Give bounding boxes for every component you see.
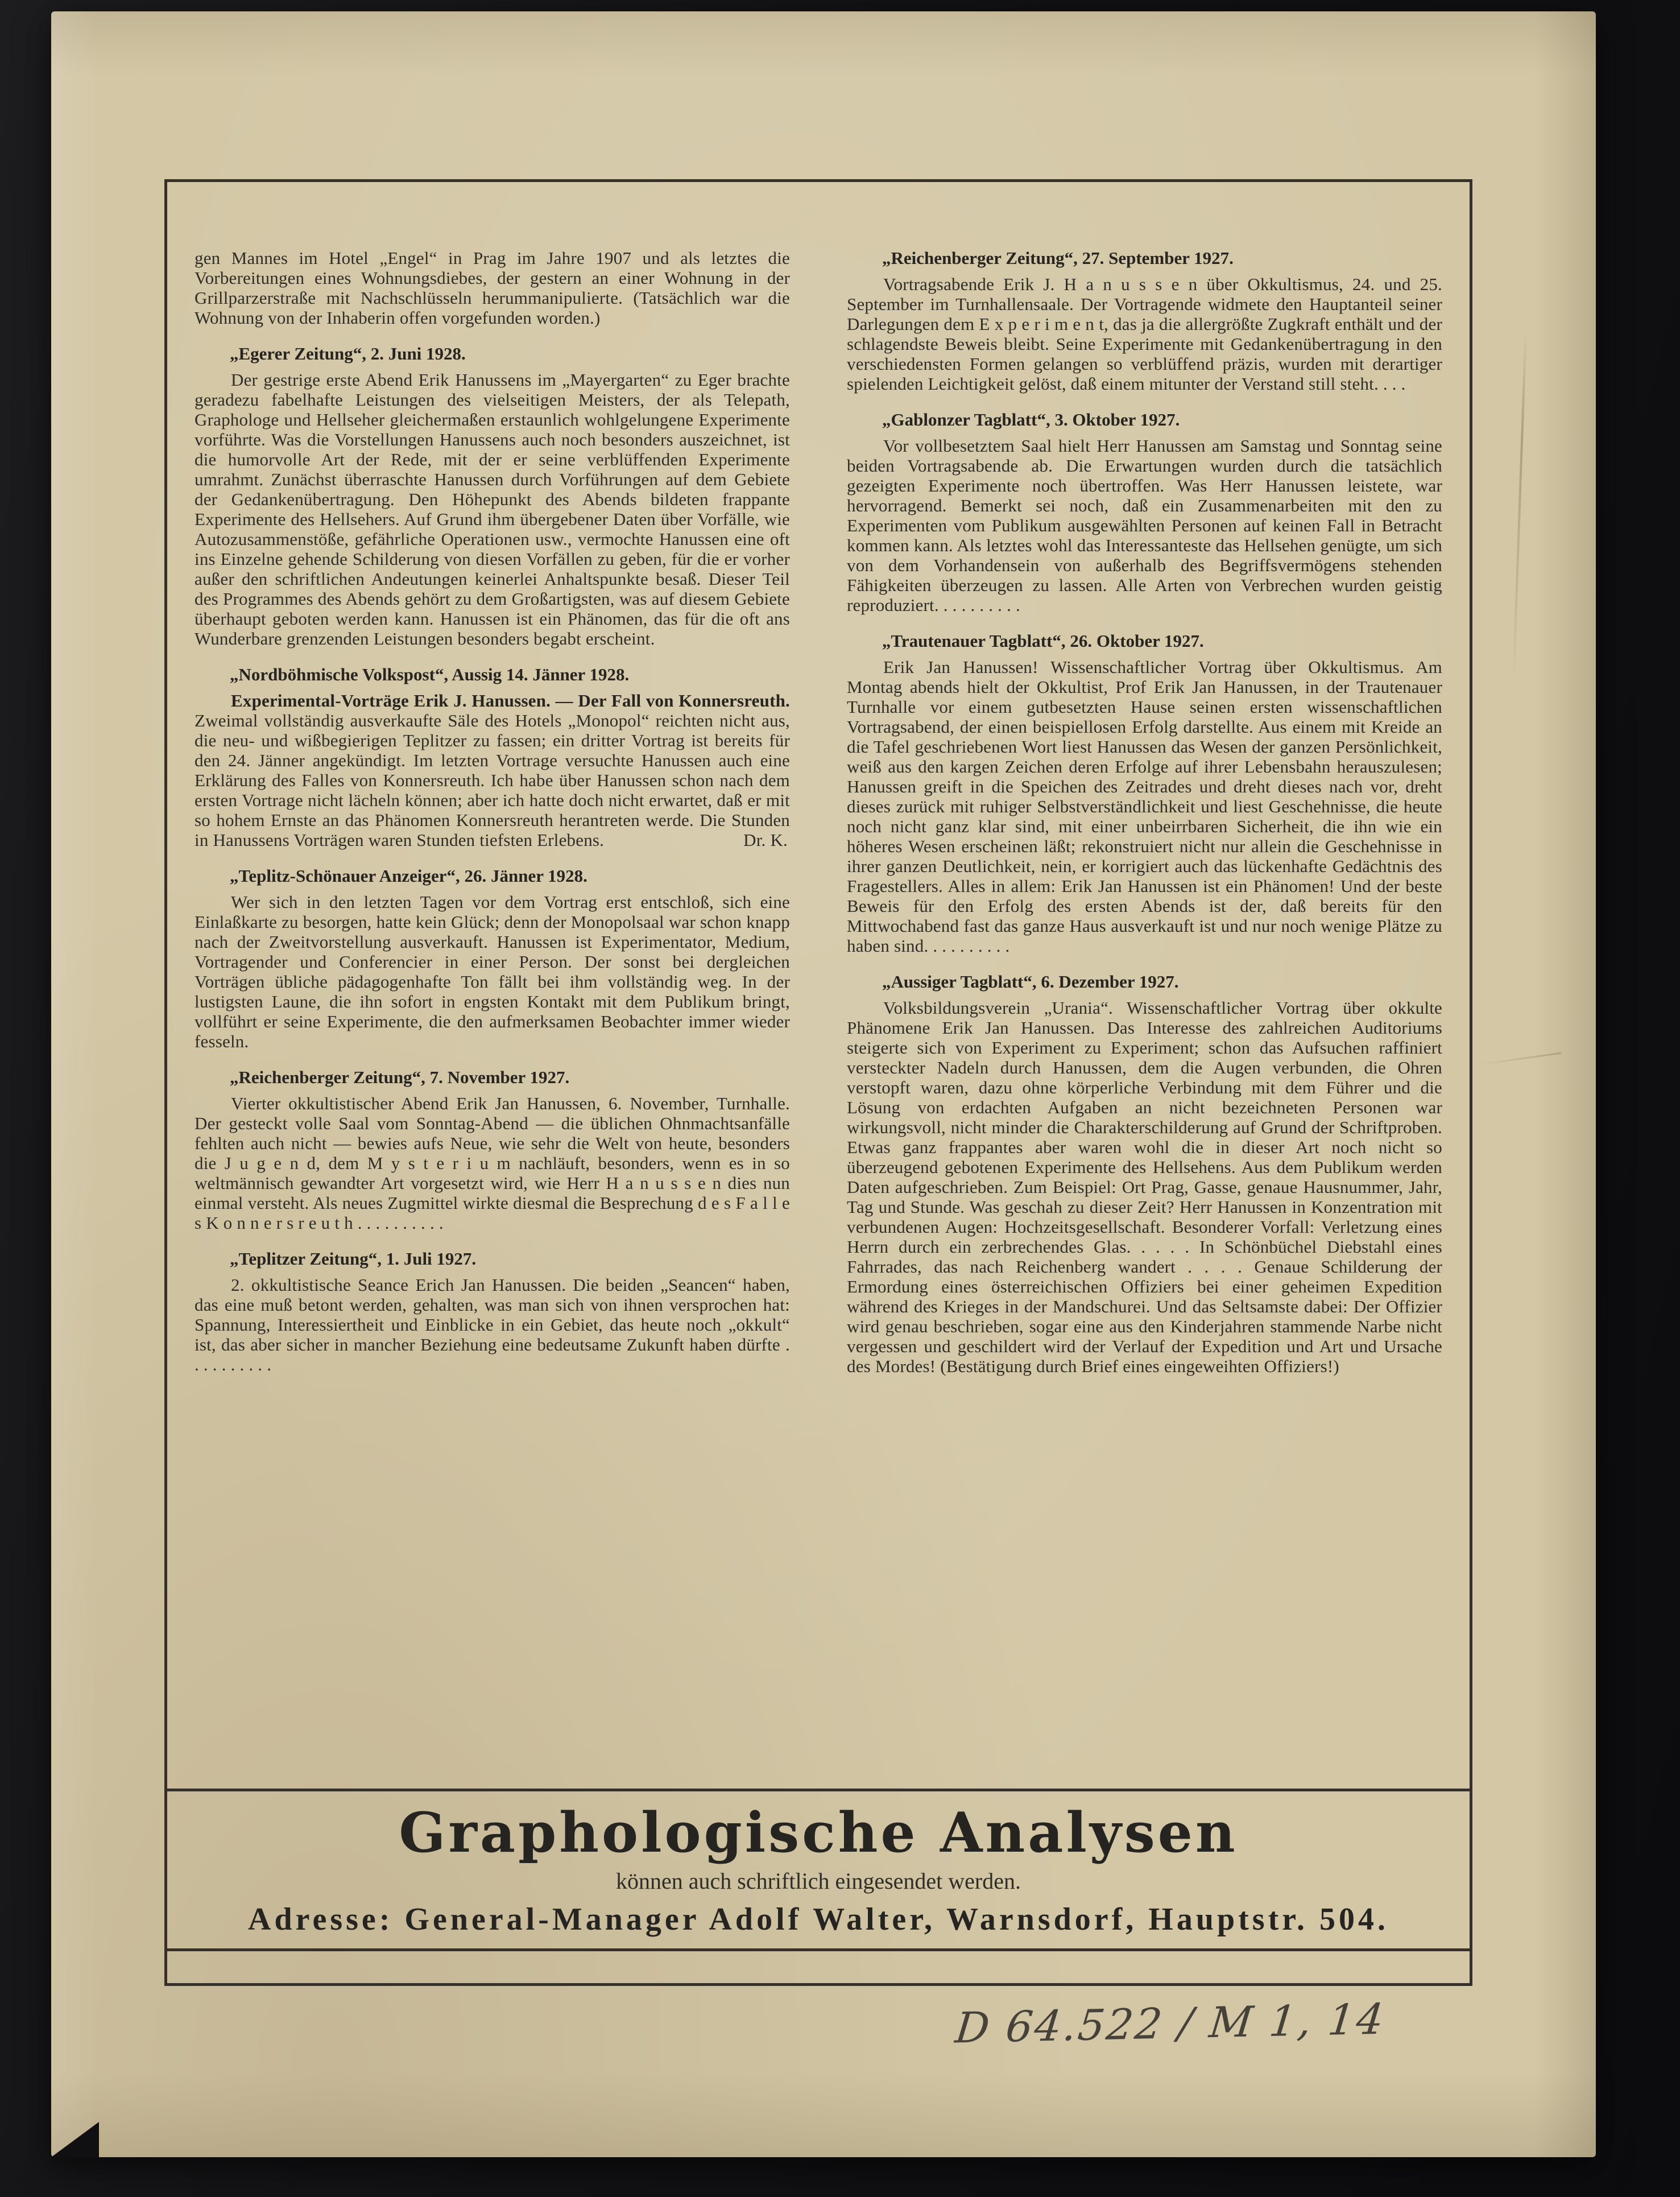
text-column-right [847, 248, 1442, 1775]
clipping-heading: „Egerer Zeitung“, 2. Juni 1928. [230, 344, 466, 364]
clipping-body [195, 248, 790, 328]
clipping-text: Vor vollbesetztem Saal hielt Herr Hanussen am Samstag und Sonntag seine beiden Vortragsabende ab. Die Erwartungen wurden durch die tatsächlich gezeigten Experimente noch übertroffen. Was Herr Hanussen leistete, war hervorragend. Bemerkt sei noch, daß ein Zusammenarbeiten mit den zu Experimenten vom Publikum ausgewählten Personen auf keinen Fall in Betracht kommen kann. Als letztes wohl das Interessanteste das Hellsehen genügte, um sich von dem Vorhandensein von außerhalb des Begriffsvermögens stehenden Fähigkeiten überzeugen zu lassen. Alle Arten von Verbrechen wurden geistig reproduziert. . . . . . . . . . [847, 436, 1442, 615]
clipping-body [195, 370, 790, 649]
clipping-body [195, 691, 790, 850]
clipping-text: Wer sich in den letzten Tagen vor dem Vortrag erst entschloß, sich eine Einlaßkarte zu besorgen, hatte kein Glück; denn der Monopolsaal war schon knapp nach der Zweitvorstellung ausverkauft. Hanussen ist Experimentator, Medium, Vortragender und Conferencier in einer Person. Der sonst bei dergleichen Vorträgen übliche pädagogenhafte Ton fällt bei ihm vollständig weg. In der lustigsten Laune, die ihn sofort in engsten Kontakt mit dem Publikum bringt, vollführt er seine Experimente, die den aufmerksamen Beobachter immer wieder fesseln. [195, 892, 790, 1051]
press-clipping [847, 248, 1442, 394]
paper-crease [1512, 330, 1527, 683]
press-clipping [195, 866, 790, 1051]
press-review-columns [167, 182, 1470, 1789]
clipping-heading: „Teplitzer Zeitung“, 1. Juli 1927. [230, 1249, 477, 1269]
paper-corner-tear [51, 2122, 99, 2157]
clipping-text: gen Mannes im Hotel „Engel“ in Prag im Jahre 1907 und als letztes die Vorbereitungen eines Wohnungsdiebes, der gestern an einer Wohnung in der Grillparzerstraße mit Nachschlüsseln herummanipulierte. (Tatsächlich war die Wohnung von der Inhaberin offen vorgefunden worden.) [195, 248, 790, 328]
press-clipping [195, 664, 790, 850]
paper-page [51, 11, 1596, 2157]
frame-bottom-gap [167, 1951, 1470, 1983]
ad-subtitle: können auch schriftlich eingesendet werden. [616, 1868, 1021, 1894]
ad-title: Graphologische Analysen [399, 1800, 1238, 1865]
press-clipping [847, 631, 1442, 956]
clipping-text: Vierter okkultistischer Abend Erik Jan Hanussen, 6. November, Turnhalle. Der gesteckt volle Saal vom Sonntag-Abend — die üblichen Ohnmachtsanfälle fehlten auch nicht — bewies aufs Neue, wie sehr die Welt von heute, besonders die J u g e n d, dem M y s t e r i u m nachläuft, besonders, wenn es in so weltmännisch gewandter Art vorgesetzt wird, wie Herr H a n u s s e n dies nun einmal versteht. Als neues Zugmittel wirkte diesmal die Besprechung d e s F a l l e s K o n n e r s r e u t h . . . . . . . . . . [195, 1093, 790, 1233]
advertisement [167, 1791, 1470, 1948]
clipping-heading: „Reichenberger Zeitung“, 7. November 1927. [230, 1067, 570, 1087]
clipping-body [195, 892, 790, 1051]
clipping-signature: Dr. K. [743, 830, 788, 850]
clipping-text: Vortragsabende Erik J. H a n u s s e n über Okkultismus, 24. und 25. September im Turnhallensaale. Der Vortragende widmete den Hauptanteil seiner Darlegungen dem E x p e r i m e n t, das ja die allergrößte Zugkraft enthält und der schlagendste Beweis bleibt. Seine Experimente mit Gedankenübertragung in den verschiedensten Formen gelangen so verblüffend präzis, wurden mit derartiger spielenden Leichtigkeit gelöst, daß einem mitunter der Verstand still steht. . . . [847, 274, 1442, 394]
clipping-body [847, 998, 1442, 1376]
paper-crease [1477, 1052, 1562, 1066]
clipping-text: Der gestrige erste Abend Erik Hanussens im „Mayergarten“ zu Eger brachte geradezu fabelhafte Leistungen des vielseitigen Meisters, der als Telepath, Graphologe und Hellseher gleichermaßen erstaunlich wohlgelungene Experimente vorführte. Was die Vorstellungen Hanussens auch noch besonders auszeichnet, ist die humorvolle Art der Rede, mit der er seine verblüffenden Experimente umrahmt. Zunächst überraschte Hanussen durch Vorführungen auf dem Gebiete der Gedankenübertragung. Den Höhepunkt des Abends bildeten frappante Experimente des Hellsehers. Auf Grund ihm übergebener Daten über Vorfälle, wie Autozusammenstöße, gefährliche Operationen usw., vermochte Hanussen eine oft ins Einzelne gehende Schilderung von diesen Vorfällen zu geben, für die er vorher außer den schriftlichen Andeutungen keinerlei Anhaltspunkte besaß. Dieser Teil des Programmes des Abends gehört zu dem Großartigsten, was auf diesem Gebiete überhaupt geboten werden kann. Hanussen ist ein Phänomen, das für die oft ans Wunderbare grenzenden Leistungen besonders begabt erscheint. [195, 370, 790, 649]
clipping-lead: Experimental-Vorträge Erik J. Hanussen. — Der Fall von Konnersreuth. [231, 691, 790, 711]
clipping-heading: „Teplitz-Schönauer Anzeiger“, 26. Jänner 1928. [230, 866, 587, 886]
press-clipping [195, 344, 790, 649]
ad-address: Adresse: General-Manager Adolf Walter, Warnsdorf, Hauptstr. 504. [248, 1902, 1389, 1937]
clipping-heading: „Trautenauer Tagblatt“, 26. Oktober 1927. [882, 631, 1204, 651]
clipping-heading: „Reichenberger Zeitung“, 27. September 1927. [882, 248, 1234, 268]
clipping-text: Erik Jan Hanussen! Wissenschaftlicher Vortrag über Okkultismus. Am Montag abends hielt der Okkultist, Prof Erik Jan Hanussen, in der Trautenauer Turnhalle vor einem gutbesetzten Hause seinen ersten wissenschaftlichen Vortragsabend, der einen beispiellosen Erfolg darstellte. Aus einem mit Kreide an die Tafel geschriebenen Wort liest Hanussen das Wesen der ganzen Persönlichkeit, weiß aus den kargen Zeichen deren Erfolge auf ihrer Lebensbahn herauszulesen; Hanussen greift in die Speichen des Zeitrades und dreht dieses nach vor, dreht dieses zurück mit ruhiger Selbstverständlichkeit und liest Geschehnisse, die heute noch nicht ganz klar sind, mit einer unbeirrbaren Sicherheit, die ihn wie ein höheres Wesen erscheinen läßt; rekonstruiert nicht nur allein die Geschehnisse in ihrer ganzen Deutlichkeit, nein, er korrigiert auch das lückenhafte Gedächtnis des Fragestellers. Alles in allem: Erik Jan Hanussen ist ein Phänomen! Und der beste Beweis für den Erfolg des ersten Abends ist der, daß bereits für den Mittwochabend fast das ganze Haus ausverkauft ist und nur noch wenige Plätze zu haben sind. . . . . . . . . . [847, 657, 1442, 956]
clipping-body [847, 436, 1442, 615]
press-clipping [195, 1249, 790, 1374]
clipping-text: Zweimal vollständig ausverkaufte Säle des Hotels „Monopol“ reichten nicht aus, die neu- und wißbegierigen Teplitzer zu fassen; ein dritter Vortrag ist bereits für den 24. Jänner angekündigt. Im letzten Vortrage versuchte Hanussen auch eine Erklärung des Falles von Konnersreuth. Ich habe über Hanussen schon nach dem ersten Vortrage nicht lächeln können; aber ich hatte doch nicht erwartet, daß er mit so hohem Ernste an das Phänomen Konnersreuth herantreten werde. Die Stunden in Hanussens Vorträgen waren Stunden tiefsten Erlebens. [195, 711, 790, 850]
text-column-left [195, 248, 790, 1775]
page-frame [164, 179, 1472, 1986]
clipping-body [847, 657, 1442, 956]
clipping-body [847, 274, 1442, 394]
press-clipping [847, 972, 1442, 1376]
press-clipping [195, 248, 790, 328]
press-clipping [847, 410, 1442, 615]
clipping-heading: „Nordböhmische Volkspost“, Aussig 14. Jänner 1928. [230, 664, 630, 684]
clipping-body [195, 1275, 790, 1374]
clipping-body [195, 1093, 790, 1233]
clipping-text: 2. okkultistische Seance Erich Jan Hanussen. Die beiden „Seancen“ haben, das eine muß betont werden, gehalten, was man sich von ihnen versprochen hat: Spannung, Interessiertheit und Einblicke in ein Gebiet, das heute noch „okkult“ ist, das aber sicher in mancher Beziehung eine bedeutsame Zukunft haben dürfte . . . . . . . . . . [195, 1275, 790, 1374]
clipping-heading: „Gablonzer Tagblatt“, 3. Oktober 1927. [882, 410, 1180, 430]
archive-handwritten-annotation: D 64.522 / M 1, 14 [953, 1994, 1388, 2053]
press-clipping [195, 1067, 790, 1233]
clipping-heading: „Aussiger Tagblatt“, 6. Dezember 1927. [882, 972, 1179, 992]
clipping-text: Volksbildungsverein „Urania“. Wissenschaftlicher Vortrag über okkulte Phänomene Erik Jan Hanussen. Das Interesse des zahlreichen Auditoriums steigerte sich von Experiment zu Experiment; schon das Aufsuchen raffiniert versteckter Nadeln durch Hanussen, dem die Augen verbunden, die Ohren verstopft waren, dazu ohne körperliche Verbindung mit dem Führer und die Lösung von erdachten Aufgaben an nicht bezeichneten Personen war wirkungsvoll, nicht minder die Charakterschilderung auf Grund der Schriftproben. Etwas ganz frappantes aber waren wohl die in dieser Art noch nicht so überzeugend gebotenen Experimente des Hellsehens. Aus dem Publikum werden Daten aufgeschrieben. Zum Beispiel: Ort Prag, Gasse, genaue Hausnummer, Jahr, Tag und Stunde. Was geschah zu dieser Zeit? Herr Hanussen in Konzentration mit verbundenen Augen: Hochzeitsgesellschaft. Besonderer Vorfall: Verletzung eines Herrn durch ein zerbrechendes Glas. . . . . In Schönbüchel Diebstahl eines Fahrrades, das nach Reichenberg wandert . . . . Genaue Schilderung der Ermordung eines österreichischen Offiziers bei einer geheimen Expedition während des Krieges in der Mandschurei. Und das Seltsamste dabei: Der Offizier wird genau beschrieben, sogar eine aus den Kinderjahren stammende Narbe nicht vergessen und geschildert wird der Verlauf der Expedition und Art und Ursache des Mordes! (Bestätigung durch Brief eines eingeweihten Offiziers!) [847, 998, 1442, 1376]
